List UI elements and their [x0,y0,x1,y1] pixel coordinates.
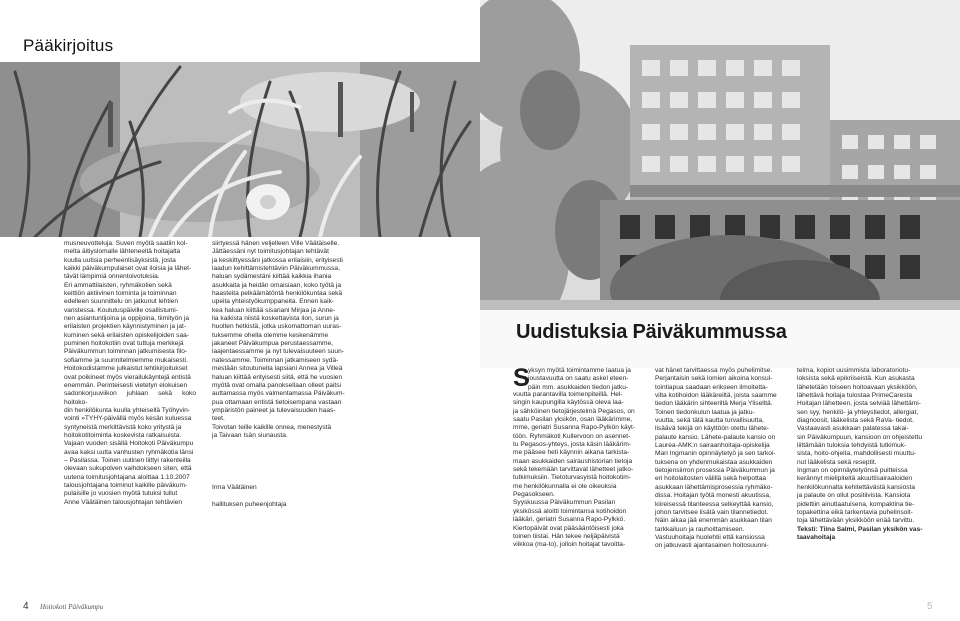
signature [212,476,354,518]
article-credit: Teksti: Tiina Salmi, Pasilan yksikön vas- taavahoitaja [797,525,923,541]
article-column-2: vat hänet tarvittaessa myös puhelimitse. Perjantaisin sekä lomien aikoina konsul- tointiapua saadaan erikseen ilmoitetta- vilta kotihoidon lääkäreiltä, joista saamme tiedon lääkärin sihteeriltä Merja Yliselltä. Toinen tiedonkulun laatua ja jatku- vuutta, sekä tätä kautta turvallisuutta, lisäävä tekijä on käyttöön otettu lähete- palaute kansio. Lähete-palaute kansio on Laurea-AMK:n sairaanhoitaja-opiskelija Mari Ingmanin opinnäytetyö ja sen tarkoi- tuksena on yhdenmukaistaa asukkaiden tietojensiirron prosessia Päiväkummun ja eri hoitolaitosten välillä sekä helpottaa asukkaan lähettämisprosessia ryhmäko- dissa. Hoitajan työtä monesti akuutissa, kiireisessä tilanteessa selkeyttää kansio, johon tarvitsee lisätä vain tilannetiedot. Näin aikaa jää enemmän asukkaan tilan tarkkailuun ja rauhoittamiseen. Vastuuhoitaja huolehtii että kansiossa on jatkuvasti ajantasainen hoitosuunni- [655,367,777,550]
grass-photo-graphic [0,62,480,237]
article-column-1: vuutta parantavilla toimenpiteillä. Hel- singin kaupungilla käytössä oleva laa- ja sähköinen tietojärjestelmä Pegasos, on saatu Pasilan yksikön, osan lääkärimme, mme, geriatri Susanna Rapo-Pylkön käyt- töön. Ryhmäkoti Kullervoon on asennet- tu Pegasos-yhteys, josta käsin lääkärim- me pääsee heti käynnin aikana tarkista- maan asukkaiden sairaushistorian tietoja sekä tekemään tarvittavat lähetteet jatko- tutkimuksiin. Tietoturvasyistä hoitokotim- me henkilökunnalla ei ole oikeuksia Pegasokseen. Syyskuussa Päiväkummun Pasilan yksikössä aloitti toimintansa kotihoidon lääkäri, geriatri Susanna Rapo-Pylkkö. Kiertopäivät ovat pääsääntöisesti joka toinen tiistai. Hän tekee neljäpäivistä viikkoa (ma-to), jolloin hoitajat tavoitta- [513,391,636,549]
signature-name: Irma Väätäinen [212,484,257,492]
drop-cap: S [513,364,530,392]
grass-photo [0,62,480,237]
section-title: Pääkirjoitus [23,36,114,55]
building-photo [480,0,960,368]
article-column-3 [797,367,932,575]
page-number-left: 4 [23,601,29,612]
page-number-right: 5 [927,601,933,612]
building-photo-graphic [480,0,960,368]
journal-name: Hoitokoti Päiväkumpu [40,603,104,611]
signature-title: hallituksen puheenjohtaja [212,501,287,509]
editorial-column-2: siirtyessä hänen veljelleen Ville Väätäiselle. Jättäessäni nyt toimitusjohtajan tehtävät ja keskittyessäni jatkossa erilaisiin, erityisesti laadun kehittämistehtäviin Päiväkummussa, haluan sydämestäni kiittää kaikkia ihania asukkaita ja heidän omaisiaan, koko työtä ja haasteita pelkäämätöntä henkilökuntaa sekä upeita yhteistyökumppaneita. Ennen kaik- kea haluan kiittää sisariani Mirjaa ja Anne- lia kaikista niistä koskettavista ilon, surun ja huolten hetkistä, jotka uskomattoman uuras- tuksemme ohella olemme keskenämme jakaneet Päiväkumpua perustaessamme, laajentaessamme ja nyt tulevaisuuteen suun- natessamme. Toiminnan jatkamiseen sydä- mestään sitoutuneita lapsiani Annea ja Villeä haluan kiittää erityisesti siitä, että he vuosien myötä ovat omalla panoksellaan olleet paitsi auttamassa myös valmentamassa Päiväkum- pua ottamaan entistä tietoisempana vastaan ympäristön paineet ja tulevaisuuden haas- teet. Toivotan teille kaikille onnea, menestystä ja Taivaan Isän siunausta. [212,240,345,439]
article-headline: Uudistuksia Päiväkummussa [516,321,787,343]
article-column-1-lead: yksyn myötä toimintamme laatua ja joustavuutta on saatu askel eteen- päin mm. asukkaiden tiedon jatku- [528,367,631,391]
editorial-column-1: musneuvotteluja. Suven myötä saatiin kol- melta äitiyslomalle lähteneeltä hoitajalta kuulla uutisia perheenlisäyksistä, josta kaikki päiväkumpulaiset ovat iloisia ja lähet- tävät lämpimiä onnentoivotuksia. Eri ammattilaisten, ryhmäkotien sekä keittiön aktiivinen toiminta ja toiminnan edelleen suunnittelu on jatkunut lehtien varistessa. Koulutuspäiville osallistumi- nen asiantuntijoina ja oppijoina, tiimityön ja erilaisten projektien käynnistyminen ja jat- kuminen sekä erilaisten opiskelijoiden saa- puminen hoitokotiin ovat tuttuja merkkejä Päiväkummun toiminnan jatkumisesta filo- sofiamme ja suunnitelmiemme mukaisesti. Hoitokodistamme julkaistut lehtikirjoitukset ovat poikineet myös vierailukäyntejä entistä enemmän. Perinteisesti vietetyn elokuisen sadonkorjuuviikon juhlaan sekä koko hoitoko- din henkilökunta kuulla yhteisellä Työhyvin- vointi »TYHY-päivällä myös kesän kuluessa syntyneistä merkittävistä koko yritystä ja hoitokotitoiminta koskevista ratkaisuista. Vajaan vuoden sisällä Hoitokoti Päiväkumpu avaa kaksi uutta vanhusten ryhmäkotia länsi – Pasilassa. Toinen uutinen liittyi rakenteilla olevaan sukupolven vaihdokseen siten, että uutena toimitusjohtajana aloittaa 1.10.2007 talousjohtajana toiminut kaikille päiväkum- pulaisille jo vuosien myötä tutuksi tullut Anne Väätäinen talousjohtajan tehtävien [64,240,196,506]
article-column-3-text: telma, kopiot uusimmista laboratoriotu- loksista sekä epikriiseistä. Kun asukasta lähetetään toiseen hoitoavaan yksikköön, lähettävä hoitaja tulostaa PrimeCaresta Hoitajan lähetteen, josta selviää lähettämi- sen syy, henkilö- ja yhteystiedot, allergiat, diagnoosit, lääkelista sekä RaVa- tiedot. Vastaavasti asukkaan palatessa takai- sin Päiväkumpuun, kansioon on ohjeistettu liittämään tuloksia tehdyistä tutkimuk- sista, hoito-ohjeita, mahdollisesti muuttu- nut lääkelista sekä reseptit. Ingman on opinnäytetyönsä puitteissa kerännyt mielipiteitä akuuttisairaaloiden henkilökunnalta kehitettävästä kansiosta ja palaute on ollut positiivista. Kansiota pidettiin ainutlaatuisena, kompaktina tie- topakettina eikä tarkentavia puhelinsoit- toja lähettävään yksikköön enää tarvittu. [797,367,922,525]
